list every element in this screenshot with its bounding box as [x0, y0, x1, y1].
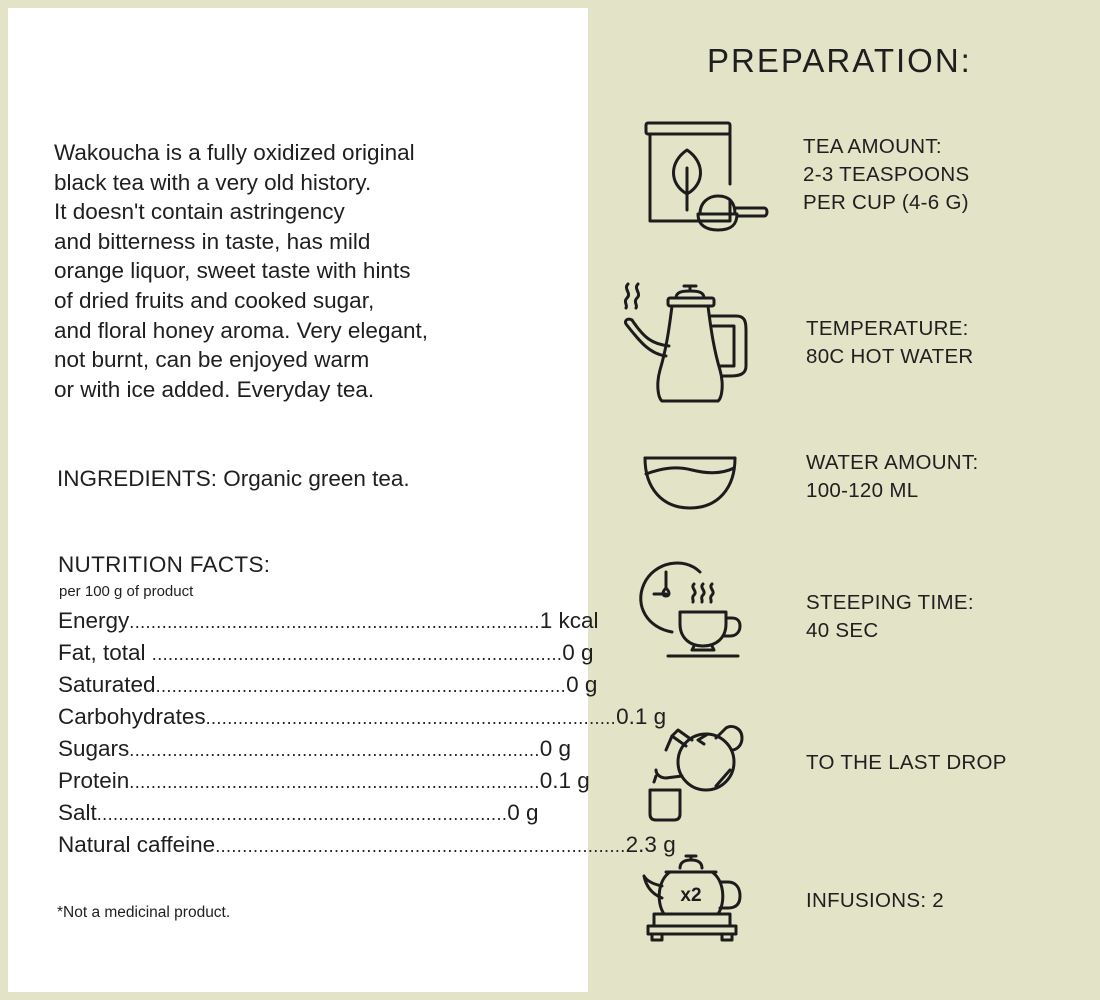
nutrition-row-carbohydrates: [58, 701, 667, 733]
nutrient-name: Sugars: [58, 736, 130, 761]
nutrient-name: Carbohydrates: [58, 704, 206, 729]
nutrient-value: 0 g: [539, 736, 572, 761]
nutrition-row-salt: [58, 797, 539, 829]
tea-canister-scoop-icon: [640, 118, 770, 233]
kettle-steam-icon: [620, 280, 750, 408]
nutrition-subtitle: per 100 g of product: [59, 583, 194, 600]
nutrition-row-energy: [58, 605, 599, 637]
nutrient-name: Energy: [58, 608, 130, 633]
product-info-panel: [8, 8, 676, 992]
step-last-drop: TO THE LAST DROP: [806, 751, 1007, 774]
nutrient-value: 0.1 g: [539, 768, 590, 793]
nutrition-row-saturated: [58, 669, 598, 701]
dot-leader: ............................................................................: [129, 740, 540, 760]
step-tea-amount: TEA AMOUNT: 2-3 TEASPOONS PER CUP (4-6 G): [803, 135, 970, 214]
step-water-amount: WATER AMOUNT: 100-120 ML: [806, 451, 979, 502]
nutrient-name: Fat, total: [58, 640, 152, 665]
nutrition-table: [58, 605, 676, 861]
nutrient-name: Saturated: [58, 672, 156, 697]
nutrient-value: 2.3 g: [625, 832, 676, 857]
tea-description: Wakoucha is a fully oxidized original black tea with a very old history. It doesn't contain astringency and bitterness in taste, has mild orange liquor, sweet taste with hints of dried fruits and cooked sugar, and floral honey aroma. Very elegant, not burnt, can be enjoyed warm or with ice added. Everyday tea.: [54, 140, 428, 402]
ingredients: [57, 466, 410, 492]
nutrition-row-sugars: [58, 733, 572, 765]
nutrient-value: 0 g: [566, 672, 598, 697]
preparation-title: PREPARATION:: [707, 42, 972, 79]
nutrient-name: Salt: [58, 800, 97, 825]
dot-leader: ............................................................................: [129, 612, 540, 632]
step-steeping-time: STEEPING TIME: 40 SEC: [806, 591, 974, 642]
dot-leader: ............................................................................: [155, 676, 567, 696]
step-infusions: INFUSIONS: 2: [806, 889, 945, 912]
dot-leader: ............................................................................: [151, 644, 563, 664]
nutrition-row-fat: [58, 637, 594, 669]
brand-name: Wakoucha: [54, 140, 160, 165]
dot-leader: ............................................................................: [215, 836, 626, 856]
nutrition-row-protein: [58, 765, 590, 797]
ingredients-label: INGREDIENTS:: [57, 466, 218, 491]
dot-leader: ............................................................................: [96, 804, 508, 824]
nutrient-name: Protein: [58, 768, 130, 793]
preparation-panel: [588, 0, 1100, 1000]
disclaimer: *Not a medicinal product.: [57, 904, 231, 921]
nutrient-name: Natural caffeine: [58, 832, 216, 857]
infusion-count-badge: x2: [680, 885, 702, 906]
dot-leader: ............................................................................: [205, 708, 617, 728]
teapot-x2-icon: [640, 852, 748, 944]
dot-leader: ............................................................................: [129, 772, 540, 792]
clock-teacup-icon: [636, 558, 746, 664]
teapot-pouring-icon: [646, 718, 750, 824]
ingredients-value: Organic green tea.: [217, 466, 410, 491]
nutrient-value: 0.1 g: [616, 704, 667, 729]
nutrient-value: 1 kcal: [539, 608, 599, 633]
nutrient-value: 0 g: [507, 800, 539, 825]
nutrient-value: 0 g: [562, 640, 594, 665]
nutrition-title: NUTRITION FACTS:: [58, 552, 271, 577]
water-bowl-icon: [640, 450, 740, 514]
step-temperature: TEMPERATURE: 80C HOT WATER: [806, 317, 974, 368]
nutrition-row-caffeine: [58, 829, 676, 861]
